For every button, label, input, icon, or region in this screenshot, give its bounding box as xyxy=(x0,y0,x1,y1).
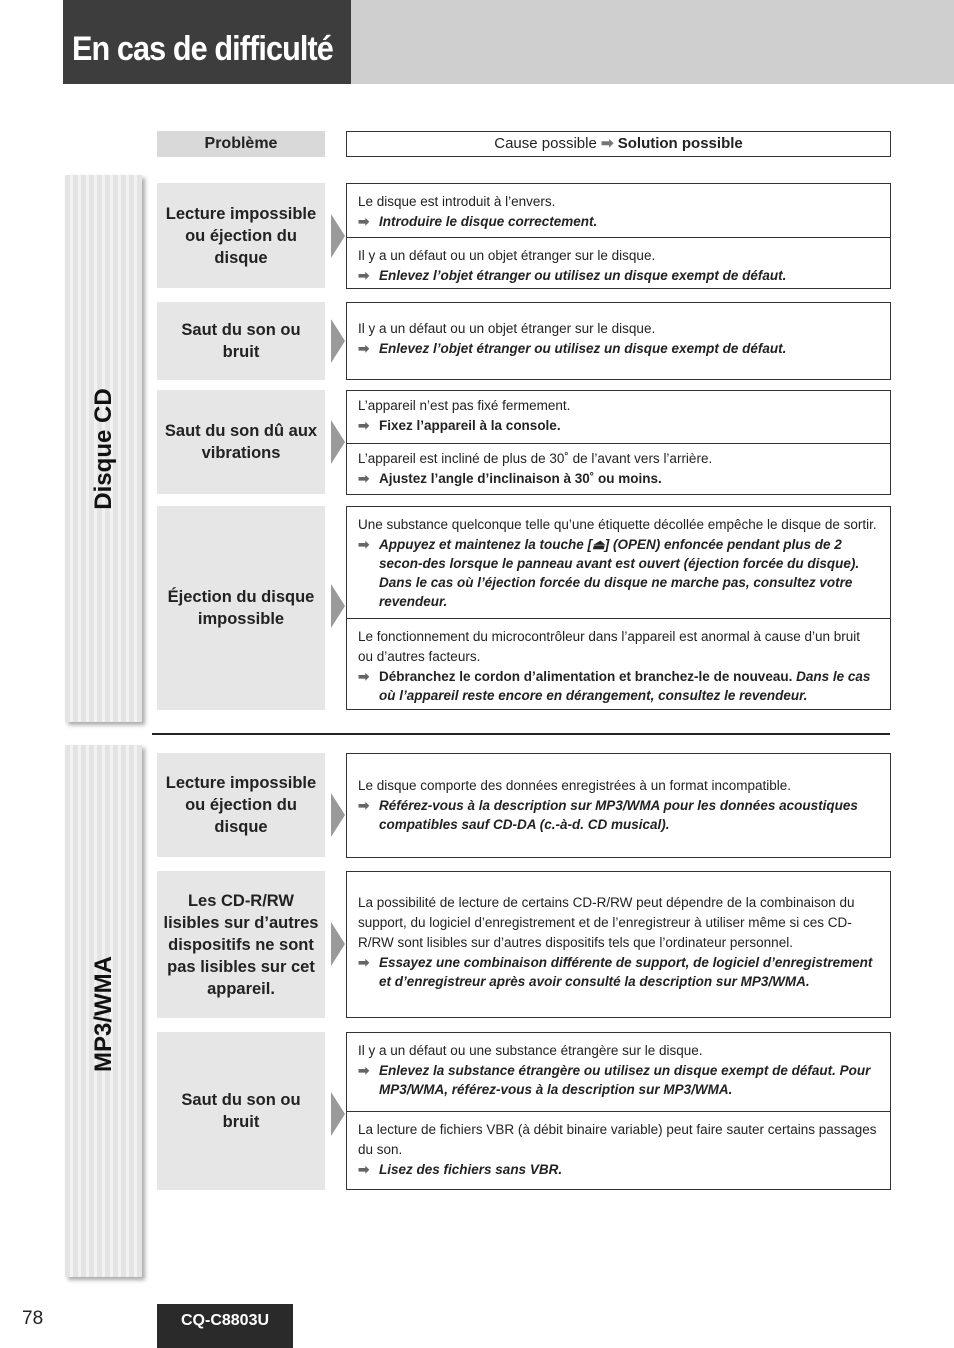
cause-text: Le fonctionnement du microcontrôleur dans l’appareil est anormal à cause d’un bruit ou d’autres facteurs. xyxy=(358,629,861,664)
solution-box xyxy=(346,390,891,495)
solution-box xyxy=(346,506,891,710)
cause-cell xyxy=(347,391,890,443)
solution-box xyxy=(346,1032,891,1190)
cause-text: La lecture de fichiers VBR (à débit binaire variable) peut faire sauter certains passages du son. xyxy=(358,1122,877,1157)
chevron-right-icon xyxy=(331,214,345,258)
cause-cell xyxy=(347,754,890,840)
section-label-cd: Disque CD xyxy=(90,388,117,510)
solution-text: Essayez une combinaison différente de support, de logiciel d’enregistrement et d’enregistreur après avoir consulté la description sur MP3/WMA. xyxy=(379,955,873,989)
solution-text: Appuyez et maintenez la touche [⏏] (OPEN) enfoncée pendant plus de 2 secon-des lorsque le panneau avant est ouvert (éjection forcée du disque). Dans le cas où l’éjection forcée du disque ne marche pas, consultez votre revendeur. xyxy=(379,537,860,609)
chevron-right-icon xyxy=(331,420,345,464)
cause-cell xyxy=(347,443,890,494)
cause-cell xyxy=(347,184,890,237)
cause-cell xyxy=(347,1033,890,1111)
arrow-right-icon: ➡ xyxy=(358,471,370,486)
solution-main: Débranchez le cordon d’alimentation et branchez-le de nouveau. xyxy=(379,669,793,684)
section-label-mp3: MP3/WMA xyxy=(90,956,117,1072)
problem-cell: Saut du son dû aux vibrations xyxy=(157,390,325,494)
page-title: En cas de difficulté xyxy=(72,30,333,68)
cause-text: Il y a un défaut ou un objet étranger sur le disque. xyxy=(358,321,656,336)
cause-cell xyxy=(347,237,890,288)
cause-text: L’appareil n’est pas fixé fermement. xyxy=(358,398,571,413)
solution-text: Enlevez l’objet étranger ou utilisez un disque exempt de défaut. xyxy=(379,268,787,283)
solution-text: Fixez l’appareil à la console. xyxy=(379,418,561,433)
solution-text: Lisez des fichiers sans VBR. xyxy=(379,1162,563,1177)
model-badge: CQ-C8803U xyxy=(157,1304,293,1348)
chevron-right-icon xyxy=(331,319,345,363)
title-bar-extension xyxy=(351,0,954,84)
arrow-right-icon: ➡ xyxy=(358,341,370,356)
section-divider xyxy=(152,733,890,735)
cause-header-label: Cause possible xyxy=(494,135,597,152)
problem-cell: Éjection du disque impossible xyxy=(157,506,325,710)
arrow-right-icon: ➡ xyxy=(358,418,370,433)
solution-box xyxy=(346,871,891,1018)
cause-cell xyxy=(347,618,890,709)
solution-box xyxy=(346,753,891,858)
arrow-right-icon: ➡ xyxy=(358,537,370,552)
arrow-right-icon: ➡ xyxy=(358,955,370,970)
cause-cell xyxy=(347,1111,890,1189)
arrow-right-icon: ➡ xyxy=(600,135,614,152)
cause-text: Le disque comporte des données enregistrées à un format incompatible. xyxy=(358,778,792,793)
cause-text: Le disque est introduit à l’envers. xyxy=(358,194,556,209)
problem-cell: Lecture impossible ou éjection du disque xyxy=(157,183,325,288)
solution-text: Ajustez l’angle d’inclinaison à 30˚ ou moins. xyxy=(379,471,662,486)
cause-text: La possibilité de lecture de certains CD-R/RW peut dépendre de la combinaison du support, du logiciel d’enregistrement et de l’enregistreur à utiliser même si ces CD-R/RW sont lisibles sur d’autres dispositifs tels que l’ordinateur personnel. xyxy=(358,895,855,950)
solution-header-label: Solution possible xyxy=(617,135,743,152)
cause-text: L’appareil est incliné de plus de 30˚ de l’avant vers l’arrière. xyxy=(358,451,713,466)
arrow-right-icon: ➡ xyxy=(358,1162,370,1177)
arrow-right-icon: ➡ xyxy=(358,214,370,229)
cause-text: Il y a un défaut ou une substance étrangère sur le disque. xyxy=(358,1043,703,1058)
arrow-right-icon: ➡ xyxy=(358,1063,370,1078)
cause-cell xyxy=(347,303,890,364)
arrow-right-icon: ➡ xyxy=(358,268,370,283)
page-number: 78 xyxy=(22,1308,44,1329)
chevron-right-icon xyxy=(331,793,345,837)
solution-box xyxy=(346,183,891,289)
solution-box xyxy=(346,302,891,380)
arrow-right-icon: ➡ xyxy=(358,798,370,813)
cause-solution-column-header xyxy=(346,131,891,157)
solution-text: Référez-vous à la description sur MP3/WMA pour les données acoustiques compatibles sauf CD-DA (c.-à-d. CD musical). xyxy=(379,798,858,832)
chevron-right-icon xyxy=(331,922,345,966)
problem-cell: Saut du son ou bruit xyxy=(157,302,325,380)
cause-text: Une substance quelconque telle qu’une étiquette décollée empêche le disque de sortir. xyxy=(358,517,877,532)
chevron-right-icon xyxy=(331,584,345,628)
cause-text: Il y a un défaut ou un objet étranger sur le disque. xyxy=(358,248,656,263)
solution-text: Introduire le disque correctement. xyxy=(379,214,598,229)
chevron-right-icon xyxy=(331,1092,345,1136)
problem-cell: Lecture impossible ou éjection du disque xyxy=(157,753,325,857)
solution-text xyxy=(379,667,878,705)
cause-cell xyxy=(347,507,890,618)
section-tab-mp3 xyxy=(65,745,142,1277)
cause-cell xyxy=(347,872,890,997)
problem-column-header: Problème xyxy=(157,131,325,157)
section-tab-cd xyxy=(65,175,142,722)
solution-text: Enlevez l’objet étranger ou utilisez un disque exempt de défaut. xyxy=(379,341,787,356)
problem-cell: Les CD-R/RW lisibles sur d’autres dispositifs ne sont pas lisibles sur cet appareil. xyxy=(157,871,325,1018)
arrow-right-icon: ➡ xyxy=(358,669,370,684)
solution-text: Enlevez la substance étrangère ou utilisez un disque exempt de défaut. Pour MP3/WMA, référez-vous à la description sur MP3/WMA. xyxy=(379,1063,871,1097)
problem-cell: Saut du son ou bruit xyxy=(157,1032,325,1190)
solution-extra: Dans le cas où l’appareil reste encore en dérangement, consultez le revendeur. xyxy=(379,669,871,703)
